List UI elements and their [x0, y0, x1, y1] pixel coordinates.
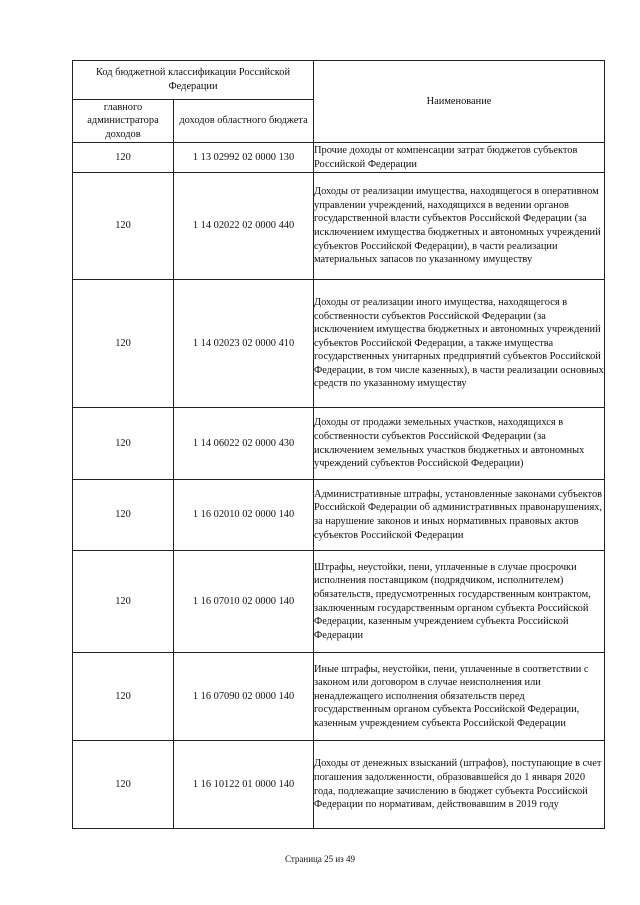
page-number-footer: Страница 25 из 49	[285, 854, 355, 864]
cell-revenue-code: 1 16 10122 01 0000 140	[174, 741, 314, 829]
cell-revenue-code: 1 14 02023 02 0000 410	[174, 280, 314, 408]
cell-revenue-name: Доходы от реализации имущества, находящегося в оперативном управлении учреждений, находящихся в ведении органов государственной власти субъектов Российской Федерации (за исключением имущества бюджетных и автономных учреждений субъектов Российской Федерации), в части реализации материальных запасов по указанному имуществу	[314, 173, 605, 280]
cell-admin-code: 120	[73, 173, 174, 280]
header-name: Наименование	[314, 61, 605, 143]
cell-admin-code: 120	[73, 408, 174, 480]
cell-admin-code: 120	[73, 551, 174, 653]
cell-revenue-code: 1 16 02010 02 0000 140	[174, 480, 314, 551]
table-row	[73, 480, 605, 551]
cell-revenue-code: 1 14 02022 02 0000 440	[174, 173, 314, 280]
cell-revenue-name: Иные штрафы, неустойки, пени, уплаченные в соответствии с законом или договором в случае неисполнения или ненадлежащего исполнения обязательств перед государственным органом субъекта Российской Федерации, казенным учреждением субъекта Российской Федерации	[314, 653, 605, 741]
table-row	[73, 173, 605, 280]
header-budget-code-group: Код бюджетной классификации Российской Федерации	[73, 61, 314, 100]
cell-revenue-name: Штрафы, неустойки, пени, уплаченные в случае просрочки исполнения поставщиком (подрядчиком, исполнителем) обязательств, предусмотренных государственным контрактом, заключенным государственным органом субъекта Российской Федерации, казенным учреждением субъекта Российской Федерации	[314, 551, 605, 653]
table-row	[73, 280, 605, 408]
cell-admin-code: 120	[73, 653, 174, 741]
cell-revenue-code: 1 14 06022 02 0000 430	[174, 408, 314, 480]
cell-revenue-name: Доходы от продажи земельных участков, находящихся в собственности субъектов Российской Федерации (за исключением земельных участков бюджетных и автономных учреждений субъектов Российской Федерации)	[314, 408, 605, 480]
cell-revenue-code: 1 13 02992 02 0000 130	[174, 143, 314, 173]
cell-admin-code: 120	[73, 480, 174, 551]
budget-code-table	[72, 60, 605, 829]
table-row	[73, 408, 605, 480]
table-row	[73, 653, 605, 741]
cell-revenue-name: Административные штрафы, установленные законами субъектов Российской Федерации об административных правонарушениях, за нарушение законов и иных нормативных правовых актов субъектов Российской Федерации	[314, 480, 605, 551]
cell-revenue-name: Доходы от денежных взысканий (штрафов), поступающие в счет погашения задолженности, образовавшейся до 1 января 2020 года, подлежащие зачислению в бюджет субъекта Российской Федерации по нормативам, действовавшим в 2019 году	[314, 741, 605, 829]
cell-admin-code: 120	[73, 741, 174, 829]
cell-revenue-code: 1 16 07010 02 0000 140	[174, 551, 314, 653]
table-row	[73, 143, 605, 173]
cell-revenue-name: Доходы от реализации иного имущества, находящегося в собственности субъектов Российской Федерации (за исключением имущества бюджетных и автономных учреждений субъектов Российской Федерации, а также имущества государственных унитарных предприятий субъектов Российской Федерации, в том числе казенных), в части реализации основных средств по указанному имуществу	[314, 280, 605, 408]
header-regional-budget-revenue: доходов областного бюджета	[174, 100, 314, 143]
cell-revenue-code: 1 16 07090 02 0000 140	[174, 653, 314, 741]
cell-admin-code: 120	[73, 143, 174, 173]
cell-revenue-name: Прочие доходы от компенсации затрат бюджетов субъектов Российской Федерации	[314, 143, 605, 173]
cell-admin-code: 120	[73, 280, 174, 408]
table-row	[73, 551, 605, 653]
table-row	[73, 741, 605, 829]
header-chief-administrator: главного администратора доходов	[73, 100, 174, 143]
